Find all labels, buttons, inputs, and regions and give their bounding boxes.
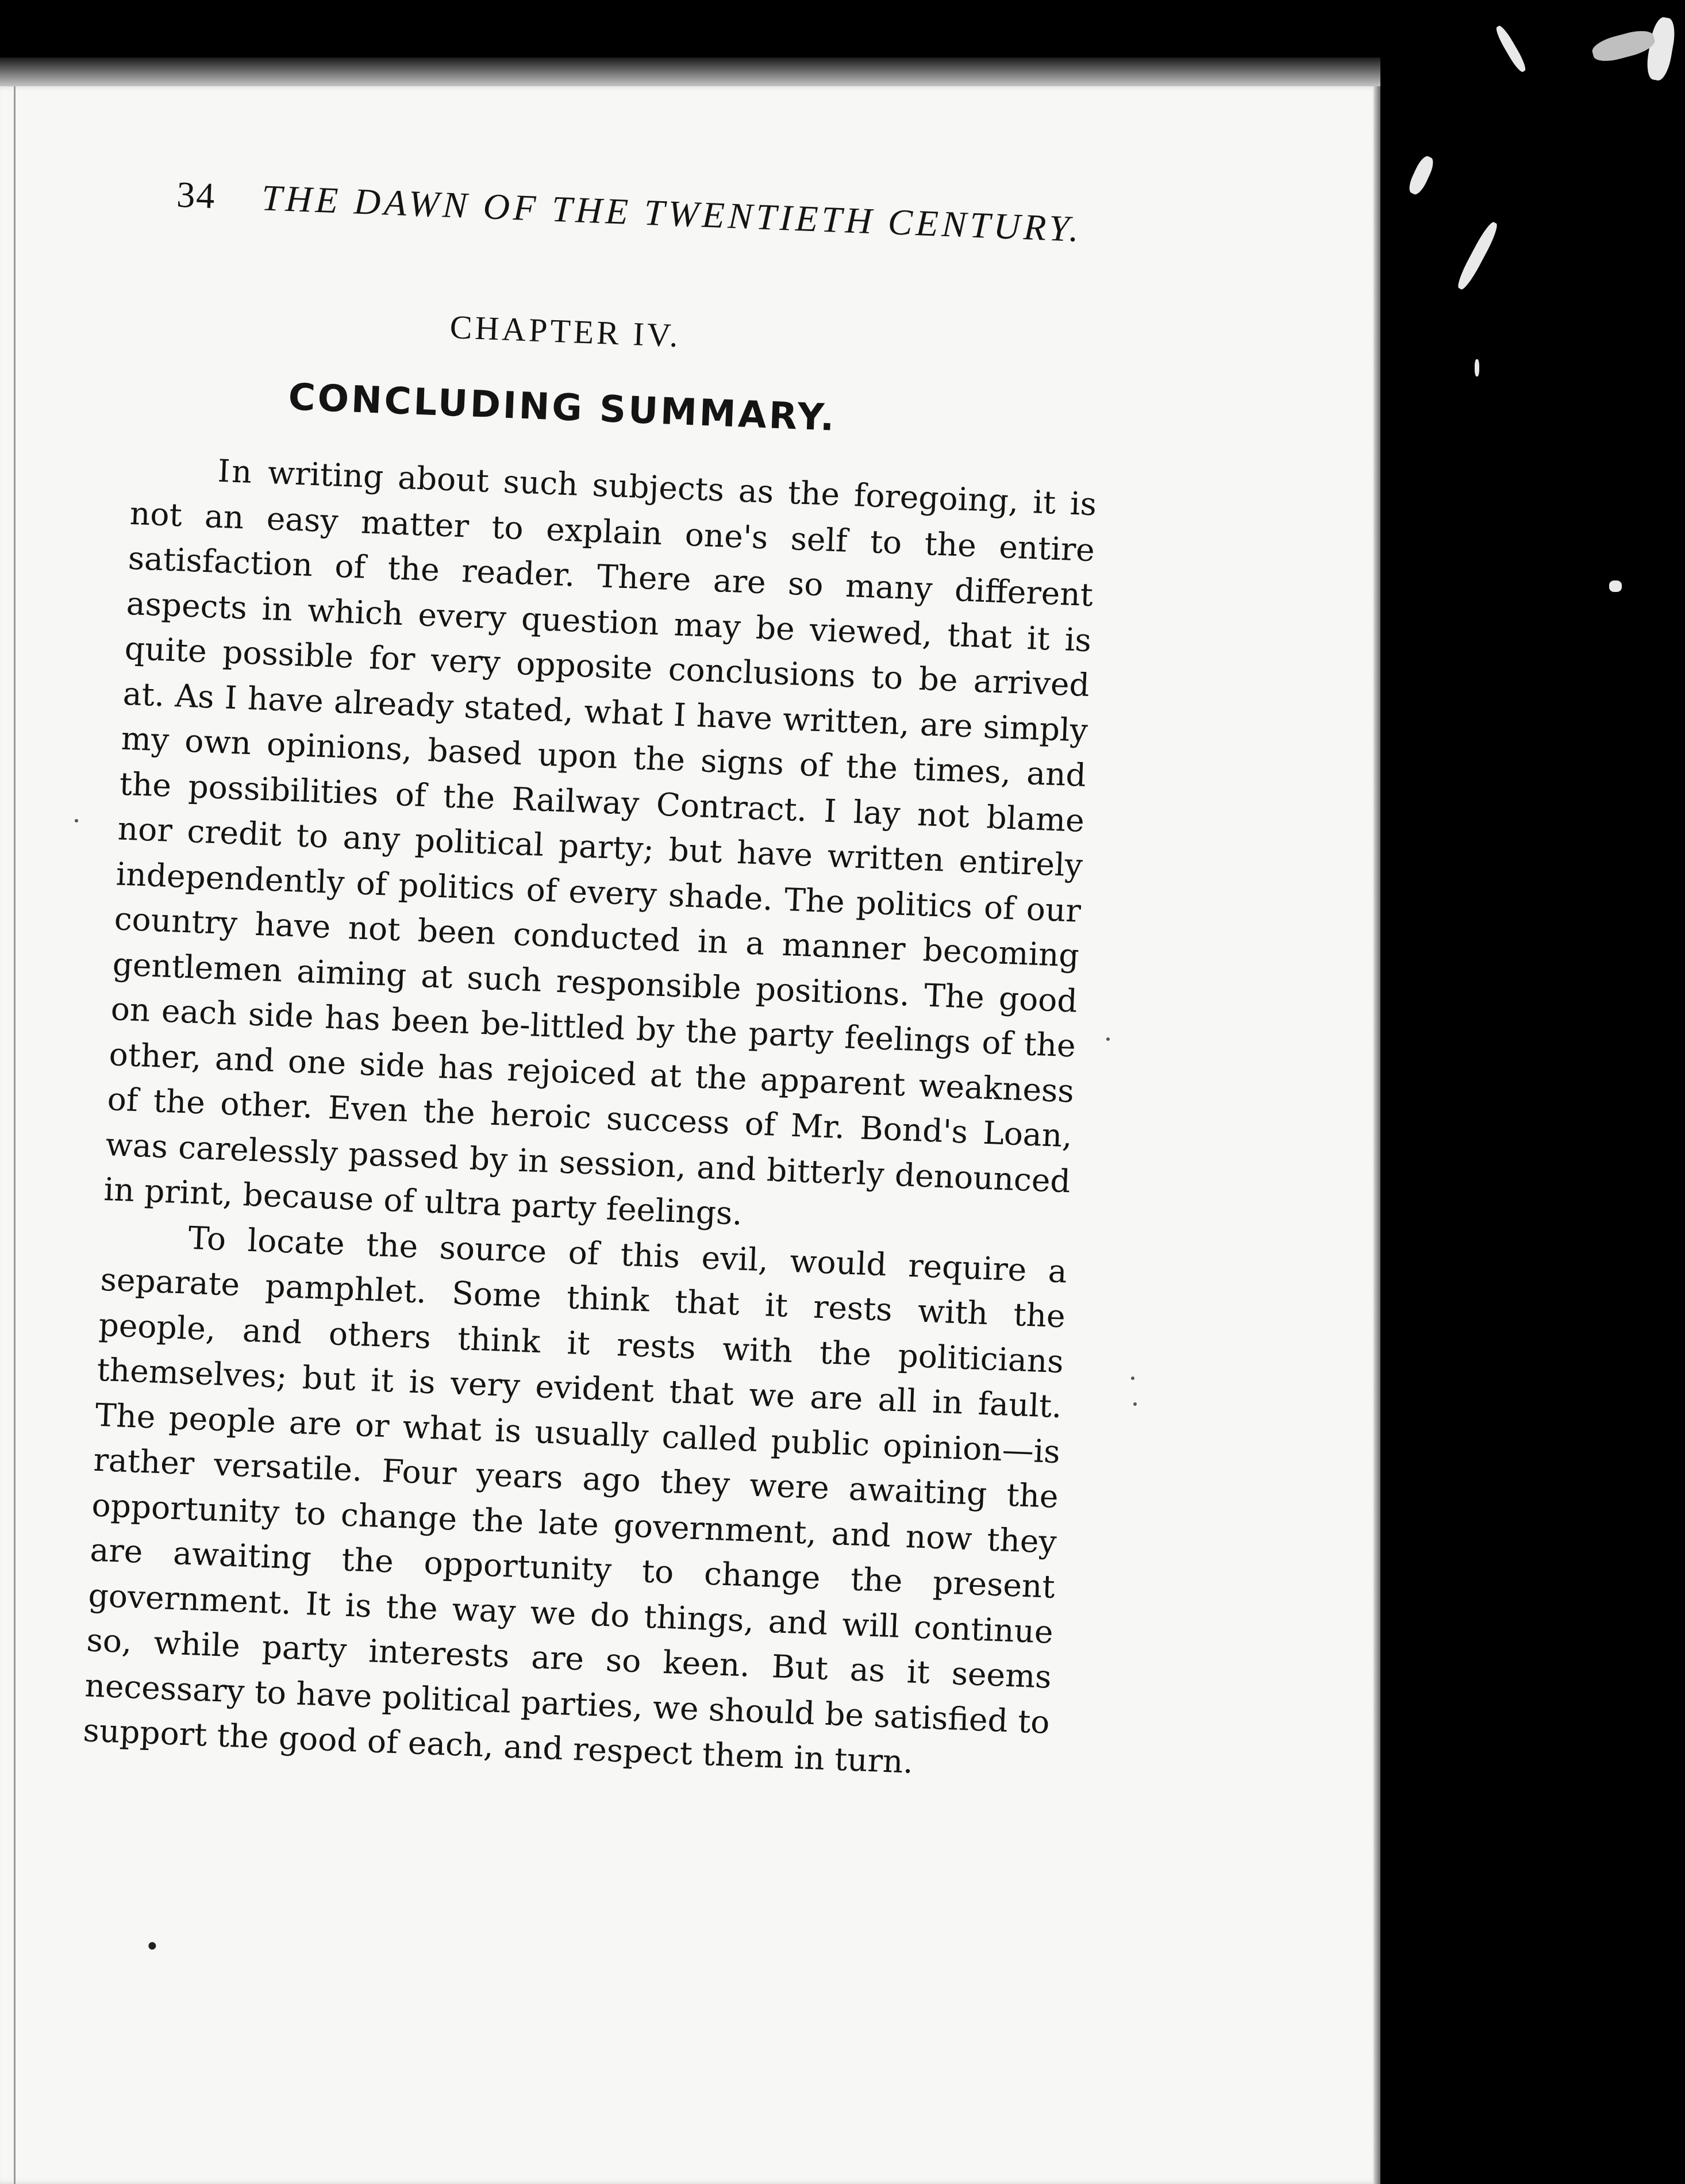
dust-speck — [1106, 1037, 1110, 1041]
dust-speck — [1131, 1376, 1134, 1380]
page-number: 34 — [176, 174, 217, 217]
dust-speck — [1133, 1402, 1137, 1406]
dark-background-right — [1380, 57, 1685, 2184]
paragraph-lead: In — [217, 452, 255, 491]
body-text — [82, 445, 1097, 1790]
top-dark-border — [0, 0, 1685, 63]
scan-artifact — [1609, 580, 1622, 592]
dust-speck — [75, 819, 78, 822]
running-head — [176, 174, 1108, 252]
printer-mark-dot — [148, 1942, 156, 1950]
scan-artifact — [1475, 359, 1479, 376]
book-page — [0, 86, 1379, 2184]
paragraph-text: writing about such subjects as the foregoing, it is not an easy matter to explain one's self to the entire satisfaction of the reader. There are so many different aspects in which every question may be viewed, that it is quite possible for very opposite conclusions to be arrived at. As I have already stated, what I have written, are simply my own opinions, based upon the signs of the times, and the possibilities of the Railway Contract. I lay not blame nor credit to any political party; but have written entirely independently of politics of every shade. The politics of our country have not been conducted in a manner becoming gentlemen aiming at such responsible positions. The good on each side has been be-littled by the party feelings of the other, and one side has rejoiced at the apparent weakness of the other. Even the heroic success of Mr. Bond's Loan, was carelessly passed by in session, and bitterly denounced in print, because of ultra party feelings. — [103, 453, 1098, 1232]
paragraph-text: To locate the source of this evil, would require a separate pamphlet. Some think that it rests with the people, and others think it rests with the politicians themselves; but it is very evident that we are all in fault. The people are or what is usually called public opinion—is rather versatile. Four years ago they were awaiting the opportunity to change the late government, and now they are awaiting the opportunity to change the present government. It is the way we do things, and will continue so, while party interests are so keen. But as it seems necessary to have political parties, we should be satisfied to support the good of each, and respect them in turn. — [82, 1219, 1068, 1781]
page-text-block — [0, 61, 1416, 2184]
chapter-label: CHAPTER IV. — [449, 307, 682, 355]
paragraph-1 — [103, 445, 1097, 1249]
chapter-title: CONCLUDING SUMMARY. — [287, 376, 837, 440]
book-title: THE DAWN OF THE TWENTIETH CENTURY. — [260, 177, 1083, 250]
paragraph-2 — [82, 1212, 1068, 1790]
